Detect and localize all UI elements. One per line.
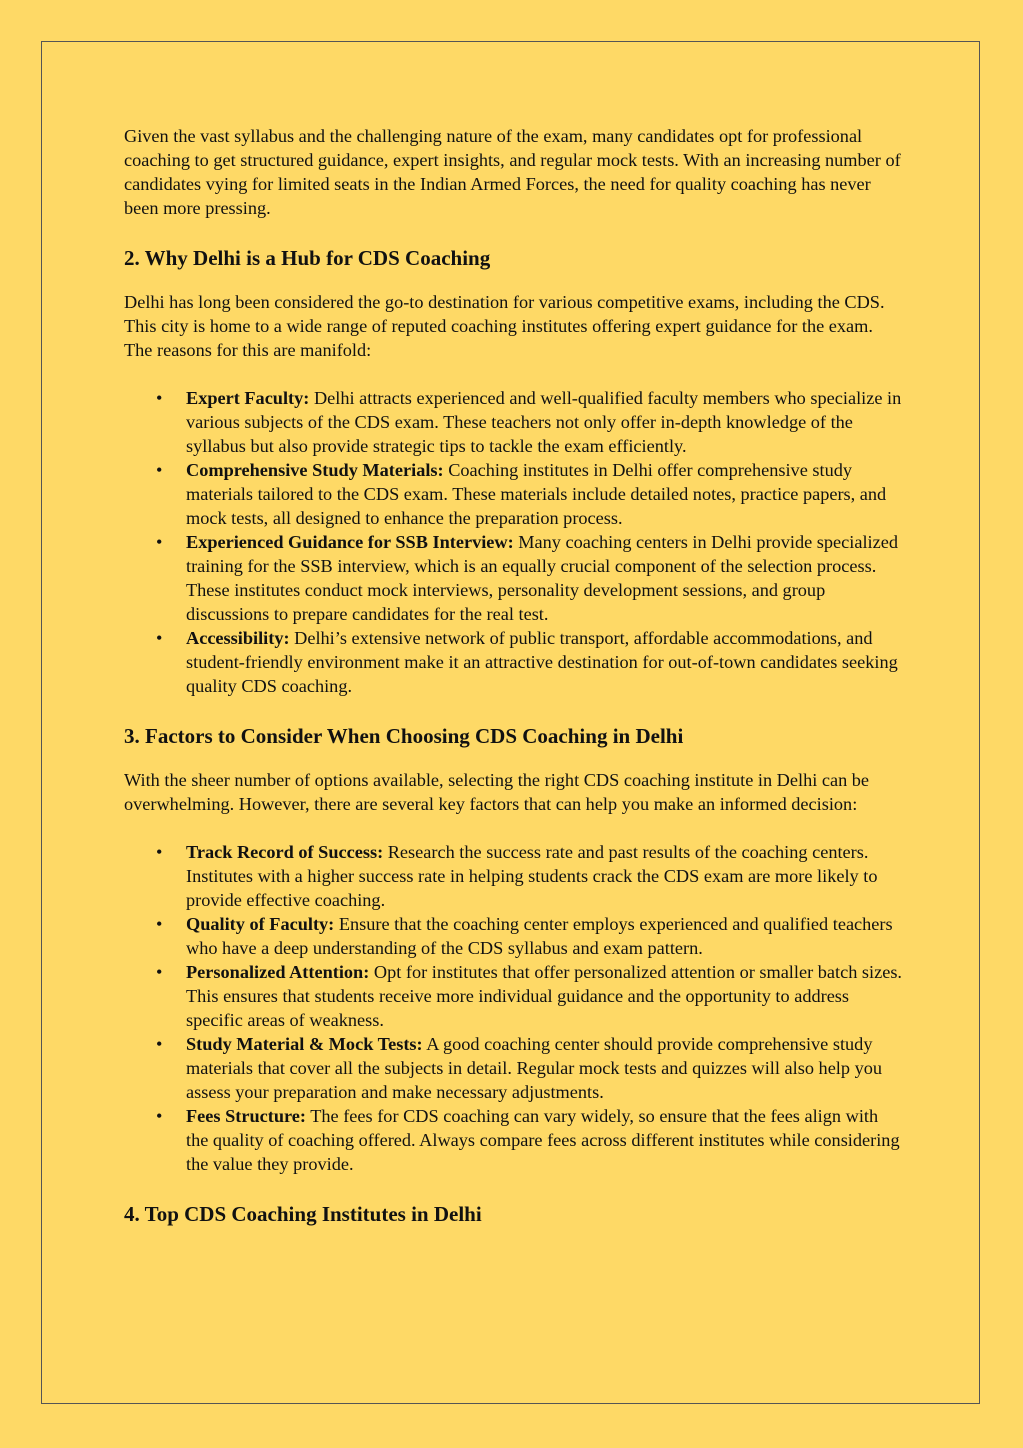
list-item-term: Comprehensive Study Materials: (186, 460, 444, 480)
list-item (156, 912, 904, 960)
list-item-term: Track Record of Success: (186, 842, 384, 862)
list-item-text: A good coaching center should provide comprehensive study materials that cover all the subjects in detail. Regular mock tests and quizzes will also help you assess your preparation and make necessary adjustments. (186, 1034, 883, 1102)
list-item-term: Expert Faculty: (186, 388, 310, 408)
list-item-text: Research the success rate and past results of the coaching centers. Institutes with a higher success rate in helping students crack the CDS exam are more likely to provide effective coaching. (186, 842, 878, 910)
section-4-heading: 4. Top CDS Coaching Institutes in Delhi (124, 1202, 482, 1226)
section-3-list (124, 840, 904, 1176)
section-3-paragraph: With the sheer number of options available, selecting the right CDS coaching institute in Delhi can be overwhelming. However, there are several key factors that can help you make an informed decision: (124, 770, 870, 814)
list-item-text: Ensure that the coaching center employs experienced and qualified teachers who have a deep understanding of the CDS syllabus and exam pattern. (186, 914, 893, 958)
document-content (124, 124, 904, 1228)
bullet-icon: • (156, 1034, 163, 1054)
bullet-icon: • (156, 962, 163, 982)
list-item-text: The fees for CDS coaching can vary widely, so ensure that the fees align with the quality of coaching offered. Always compare fees across different institutes while considering the value they provide. (186, 1106, 900, 1174)
list-item (156, 960, 904, 1032)
bullet-icon: • (156, 388, 163, 408)
list-item-term: Quality of Faculty: (186, 914, 335, 934)
list-item-text: Many coaching centers in Delhi provide specialized training for the SSB interview, which is an equally crucial component of the selection process. These institutes conduct mock interviews, personality development sessions, and group discussions to prepare candidates for the real test. (186, 532, 898, 624)
bullet-icon: • (156, 628, 163, 648)
bullet-icon: • (156, 1106, 163, 1126)
list-item-term: Accessibility: (186, 628, 290, 648)
list-item-text: Delhi’s extensive network of public transport, affordable accommodations, and student-friendly environment make it an attractive destination for out-of-town candidates seeking quality CDS coaching. (186, 628, 898, 696)
section-2-list (124, 386, 904, 698)
section-2-paragraph: Delhi has long been considered the go-to destination for various competitive exams, including the CDS. This city is home to a wide range of reputed coaching institutes offering expert guidance for the exam. The reasons for this are manifold: (124, 292, 885, 360)
section-2-heading: 2. Why Delhi is a Hub for CDS Coaching (124, 246, 491, 270)
list-item-term: Personalized Attention: (186, 962, 370, 982)
intro-paragraph: Given the vast syllabus and the challenging nature of the exam, many candidates opt for professional coaching to get structured guidance, expert insights, and regular mock tests. With an increasing number of candidates vying for limited seats in the Indian Armed Forces, the need for quality coaching has never been more pressing. (124, 126, 901, 218)
list-item (156, 626, 904, 698)
list-item (156, 386, 904, 458)
bullet-icon: • (156, 460, 163, 480)
list-item-term: Experienced Guidance for SSB Interview: (186, 532, 514, 552)
list-item (156, 1032, 904, 1104)
list-item-term: Study Material & Mock Tests: (186, 1034, 423, 1054)
bullet-icon: • (156, 914, 163, 934)
list-item-text: Delhi attracts experienced and well-qualified faculty members who specialize in various subjects of the CDS exam. These teachers not only offer in-depth knowledge of the syllabus but also provide strategic tips to tackle the exam efficiently. (186, 388, 902, 456)
list-item-text: Coaching institutes in Delhi offer comprehensive study materials tailored to the CDS exam. These materials include detailed notes, practice papers, and mock tests, all designed to enhance the preparation process. (186, 460, 887, 528)
bullet-icon: • (156, 532, 163, 552)
list-item (156, 1104, 904, 1176)
list-item (156, 458, 904, 530)
bullet-icon: • (156, 842, 163, 862)
list-item (156, 530, 904, 626)
list-item (156, 840, 904, 912)
section-3-heading: 3. Factors to Consider When Choosing CDS Coaching in Delhi (124, 724, 684, 748)
list-item-term: Fees Structure: (186, 1106, 306, 1126)
list-item-text: Opt for institutes that offer personalized attention or smaller batch sizes. This ensures that students receive more individual guidance and the opportunity to address specific areas of weakness. (186, 962, 903, 1030)
